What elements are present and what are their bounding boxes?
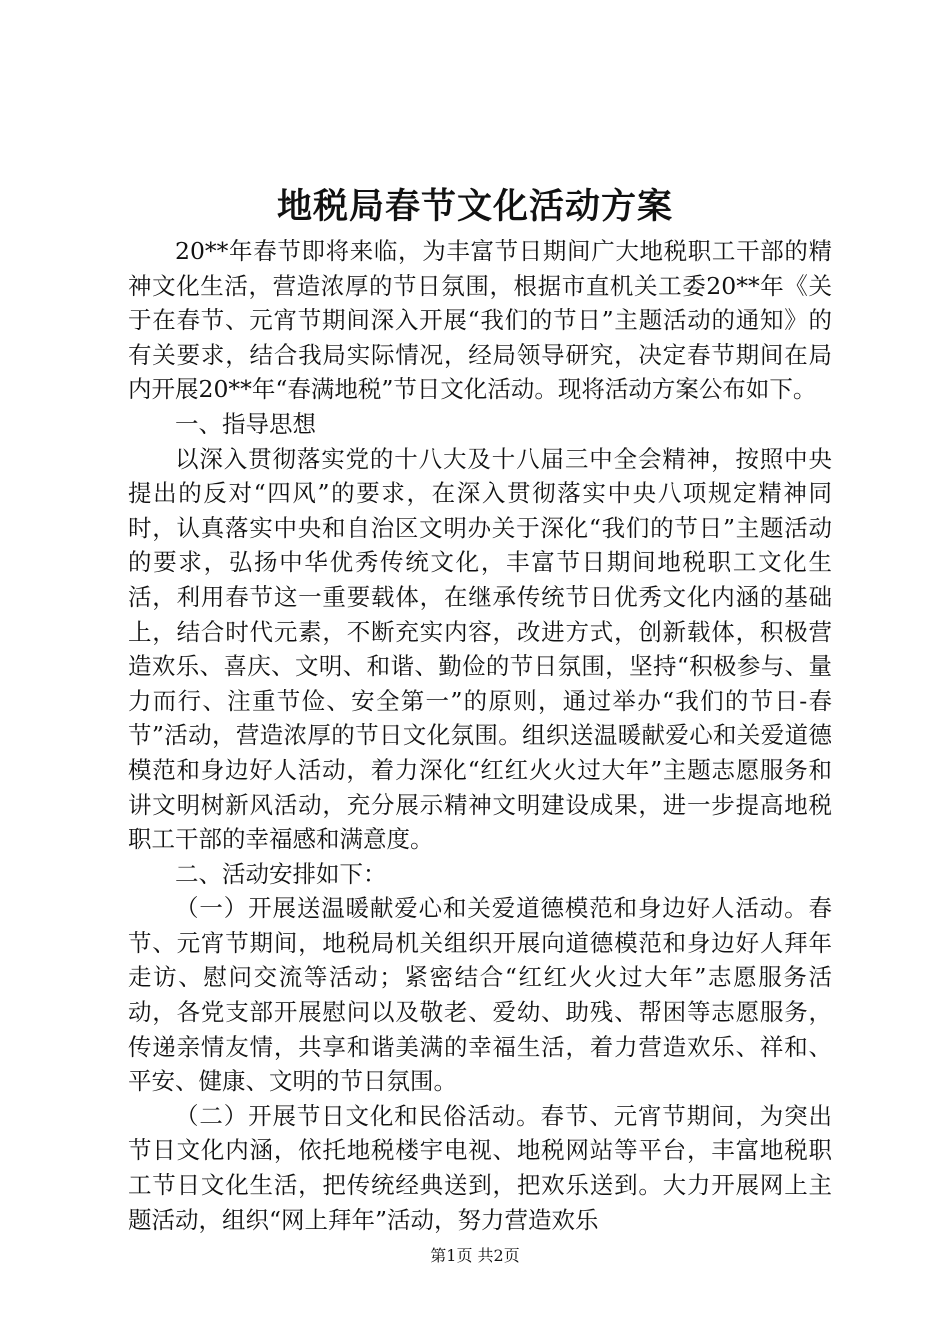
activity-one-paragraph: （一）开展送温暖献爱心和关爱道德模范和身边好人活动。春节、元宵节期间，地税局机关组织开展向道德模范和身边好人拜年走访、慰问交流等活动；紧密结合“红红火火过大年”志愿服务活动，各党支部开展慰问以及敬老、爱幼、助残、帮困等志愿服务，传递亲情友情，共享和谐美满的幸福生活，着力营造欢乐、祥和、平安、健康、文明的节日氛围。 — [128, 894, 832, 1096]
section-heading-guiding-thought: 一、指导思想 — [175, 409, 316, 438]
page-number-footer: 第1页 共2页 — [430, 1246, 520, 1265]
section-heading-activity-arrangement: 二、活动安排如下： — [175, 859, 387, 888]
activity-two-paragraph: （二）开展节日文化和民俗活动。春节、元宵节期间，为突出节日文化内涵，依托地税楼宇电视、地税网站等平台，丰富地税职工节日文化生活，把传统经典送到，把欢乐送到。大力开展网上主题活动，组织“网上拜年”活动，努力营造欢乐 — [128, 1101, 832, 1234]
intro-paragraph: 20**年春节即将来临，为丰富节日期间广大地税职工干部的精神文化生活，营造浓厚的节日氛围，根据市直机关工委20**年《关于在春节、元宵节期间深入开展“我们的节日”主题活动的通知》的有关要求，结合我局实际情况，经局领导研究，决定春节期间在局内开展20**年“春满地税”节日文化活动。现将活动方案公布如下。 — [128, 237, 832, 404]
guiding-thought-paragraph: 以深入贯彻落实党的十八大及十八届三中全会精神，按照中央提出的反对“四风”的要求，在深入贯彻落实中央八项规定精神同时，认真落实中央和自治区文明办关于深化“我们的节日”主题活动的要求，弘扬中华优秀传统文化，丰富节日期间地税职工文化生活，利用春节这一重要载体，在继承传统节日优秀文化内涵的基础上，结合时代元素，不断充实内容，改进方式，创新载体，积极营造欢乐、喜庆、文明、和谐、勤俭的节日氛围，坚持“积极参与、量力而行、注重节俭、安全第一”的原则，通过举办“我们的节日-春节”活动，营造浓厚的节日文化氛围。组织送温暖献爱心和关爱道德模范和身边好人活动，着力深化“红红火火过大年”主题志愿服务和讲文明树新风活动，充分展示精神文明建设成果，进一步提高地税职工干部的幸福感和满意度。 — [128, 444, 832, 854]
document-title: 地税局春节文化活动方案 — [276, 186, 673, 227]
document-body — [128, 234, 832, 1237]
